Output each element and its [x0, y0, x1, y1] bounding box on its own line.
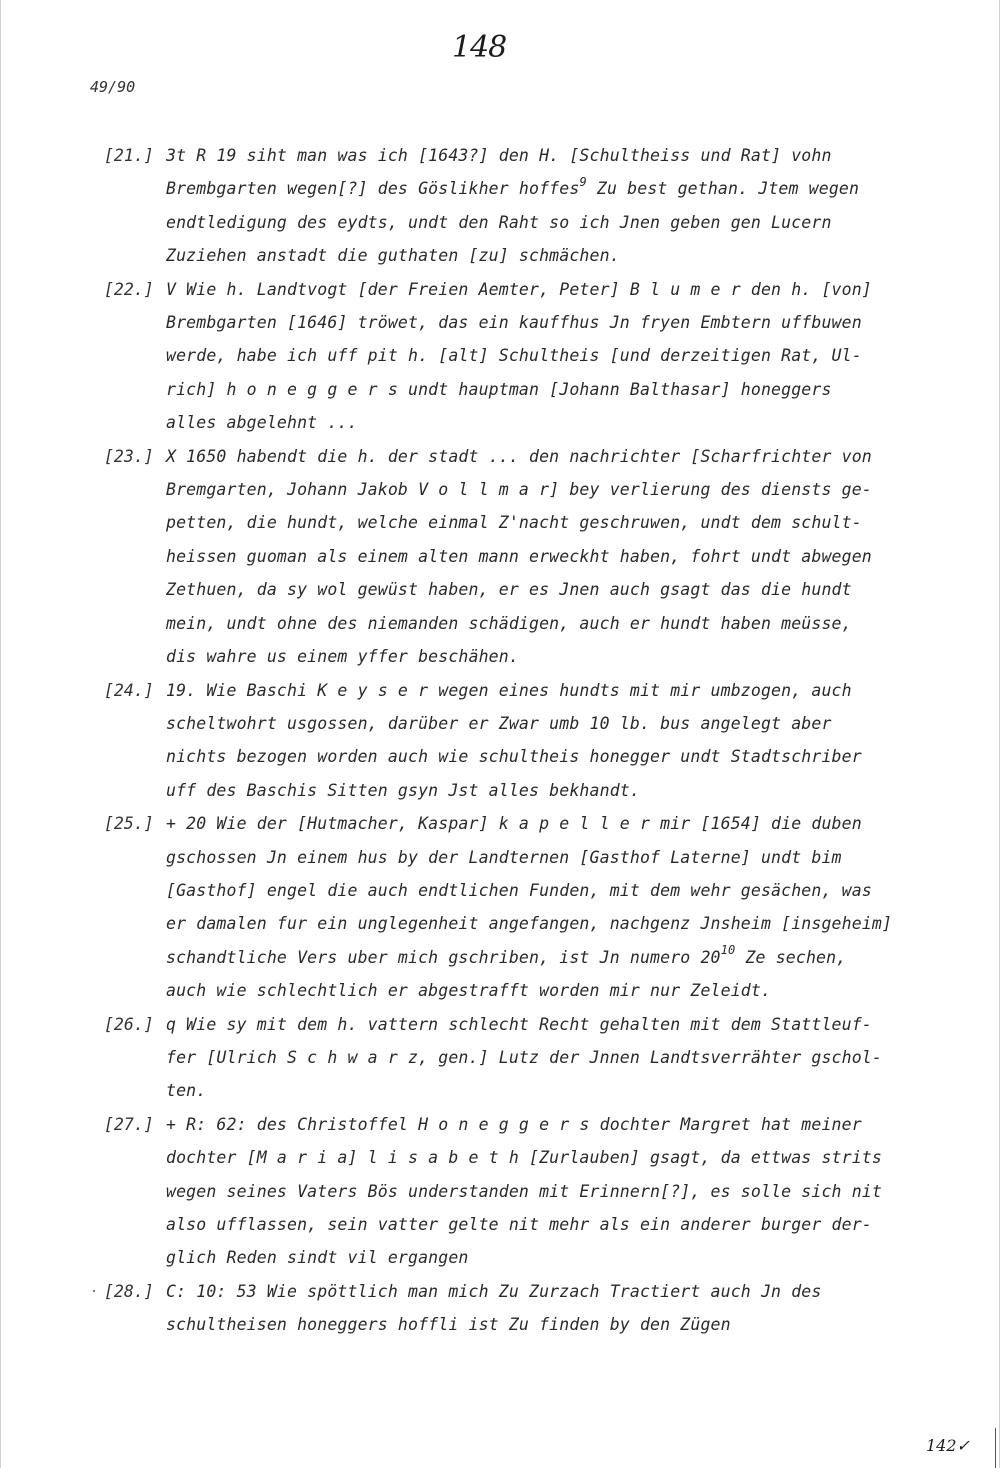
text-line: ten. [166, 1081, 207, 1101]
text-line: dochter [M a r i a] l i s a b e t h [Zurlauben] gsagt, da ettwas strits [166, 1148, 882, 1168]
text-line: glich Reden sindt vil ergangen [166, 1248, 469, 1268]
text-line: q Wie sy mit dem h. vattern schlecht Recht gehalten mit dem Stattleuf- [166, 1014, 872, 1034]
entry-24 [0, 674, 1000, 808]
entry-27 [0, 1108, 1000, 1275]
text-line: dis wahre us einem yffer beschähen. [166, 647, 519, 667]
entry-text [166, 1275, 946, 1342]
text-line: [Gasthof] engel die auch endtlichen Funden, mit dem wehr gesächen, was [166, 880, 872, 900]
text-line: mein, undt ohne des niemanden schädigen, auch er hundt haben meüsse, [166, 613, 852, 633]
text-line: 19. Wie Baschi K e y s e r wegen eines hundts mit mir umbzogen, auch [166, 680, 852, 700]
handwritten-corner-mark: 142✓ [926, 1436, 970, 1455]
text-line: also ufflassen, sein vatter gelte nit mehr als ein anderer burger der- [166, 1215, 872, 1234]
scan-edge-bottom-right [995, 1428, 996, 1468]
text-line: petten, die hundt, welche einmal Z'nacht geschruwen, undt dem schult- [166, 513, 862, 533]
text-line: schultheisen honeggers hoffli ist Zu finden by den Zügen [166, 1315, 731, 1335]
text-line: + 20 Wie der [Hutmacher, Kaspar] k a p e l l e r mir [1654] die duben [166, 814, 862, 834]
text-line: C: 10: 53 Wie spöttlich man mich Zu Zurzach Tractiert auch Jn des [166, 1281, 822, 1301]
text-line: heissen guoman als einem alten mann erweckht haben, fohrt undt abwegen [166, 546, 872, 566]
text-line: werde, habe ich uff pit h. [alt] Schultheis [und derzeitigen Rat, Ul- [166, 346, 862, 366]
page-reference: 49/90 [90, 78, 136, 96]
entry-text [166, 139, 946, 273]
text-line: Zethuen, da sy wol gewüst haben, er es Jnen auch gsagt das die hundt [166, 580, 852, 600]
entry-28 [0, 1275, 1000, 1342]
text-line: rich] h o n e g g e r s undt hauptman [Johann Balthasar] honeggers [166, 379, 832, 399]
entry-number: [28.] [104, 1281, 154, 1301]
entry-text [166, 674, 946, 808]
text-line: nichts bezogen worden auch wie schultheis honegger undt Stadtschriber [166, 747, 862, 767]
entry-text [166, 273, 946, 440]
entry-number: [24.] [104, 680, 154, 700]
text-line [166, 941, 946, 974]
text-line: auch wie schlechtlich er abgestrafft worden mir nur Zeleidt. [166, 981, 772, 1001]
text-line: X 1650 habendt die h. der stadt ... den nachrichter [Scharfrichter von [166, 446, 872, 466]
entry-text [166, 1108, 946, 1275]
margin-dot [93, 1290, 95, 1292]
text-line: uff des Baschis Sitten gsyn Jst alles bekhandt. [166, 780, 640, 800]
handwritten-folio-number: 148 [452, 30, 507, 65]
text-segment: Zu best gethan. Jtem wegen [586, 179, 860, 199]
entry-22 [0, 273, 1000, 440]
entry-21 [0, 139, 1000, 273]
text-line: + R: 62: des Christoffel H o n e g g e r s dochter Margret hat meiner [166, 1114, 862, 1134]
text-segment: Ze sechen, [735, 947, 847, 967]
text-segment: schandtliche Vers uber mich gschriben, ist Jn numero 20 [166, 947, 721, 967]
text-line: Bremgarten, Johann Jakob V o l l m a r] bey verlierung des diensts ge- [166, 480, 872, 500]
entry-text [166, 1008, 946, 1108]
entry-text [166, 440, 946, 674]
text-line: Brembgarten [1646] tröwet, das ein kauffhus Jn fryen Embtern uffbuwen [166, 313, 862, 333]
entry-23 [0, 440, 1000, 674]
text-line: 3t R 19 siht man was ich [1643?] den H. [Schultheiss und Rat] vohn [166, 146, 832, 165]
entry-25 [0, 807, 1000, 1007]
text-line: Zuziehen anstadt die guthaten [zu] schmächen. [166, 246, 620, 266]
text-line: er damalen fur ein unglegenheit angefangen, nachgenz Jnsheim [insgeheim] [166, 914, 893, 934]
entry-26 [0, 1008, 1000, 1108]
text-line: wegen seines Vaters Bös understanden mit Erinnern[?], es solle sich nit [166, 1181, 882, 1201]
text-line: V Wie h. Landtvogt [der Freien Aemter, Peter] B l u m e r den h. [von] [166, 279, 872, 299]
entry-number: [26.] [104, 1014, 154, 1034]
entry-number: [25.] [104, 814, 154, 834]
text-line: alles abgelehnt ... [166, 413, 358, 433]
entry-number: [23.] [104, 446, 154, 466]
entry-number: [27.] [104, 1114, 154, 1134]
footnote-marker: 10 [720, 943, 736, 958]
entry-number: [22.] [104, 279, 154, 299]
text-line: gschossen Jn einem hus by der Landternen [Gasthof Laterne] undt bim [166, 847, 842, 867]
text-line: fer [Ulrich S c h w a r z, gen.] Lutz der Jnnen Landtsverrähter gschol- [166, 1047, 882, 1067]
text-line: endtledigung des eydts, undt den Raht so ich Jnen geben gen Lucern [166, 212, 832, 232]
footnote-marker: 9 [579, 174, 587, 189]
text-line [166, 172, 946, 205]
text-line: scheltwohrt usgossen, darüber er Zwar umb 10 lb. bus angelegt aber [166, 713, 832, 733]
entry-number: [21.] [104, 146, 154, 165]
entry-list [0, 139, 1000, 1342]
text-segment: Brembgarten wegen[?] des Göslikher hoffes [166, 179, 580, 199]
entry-text [166, 807, 946, 1007]
